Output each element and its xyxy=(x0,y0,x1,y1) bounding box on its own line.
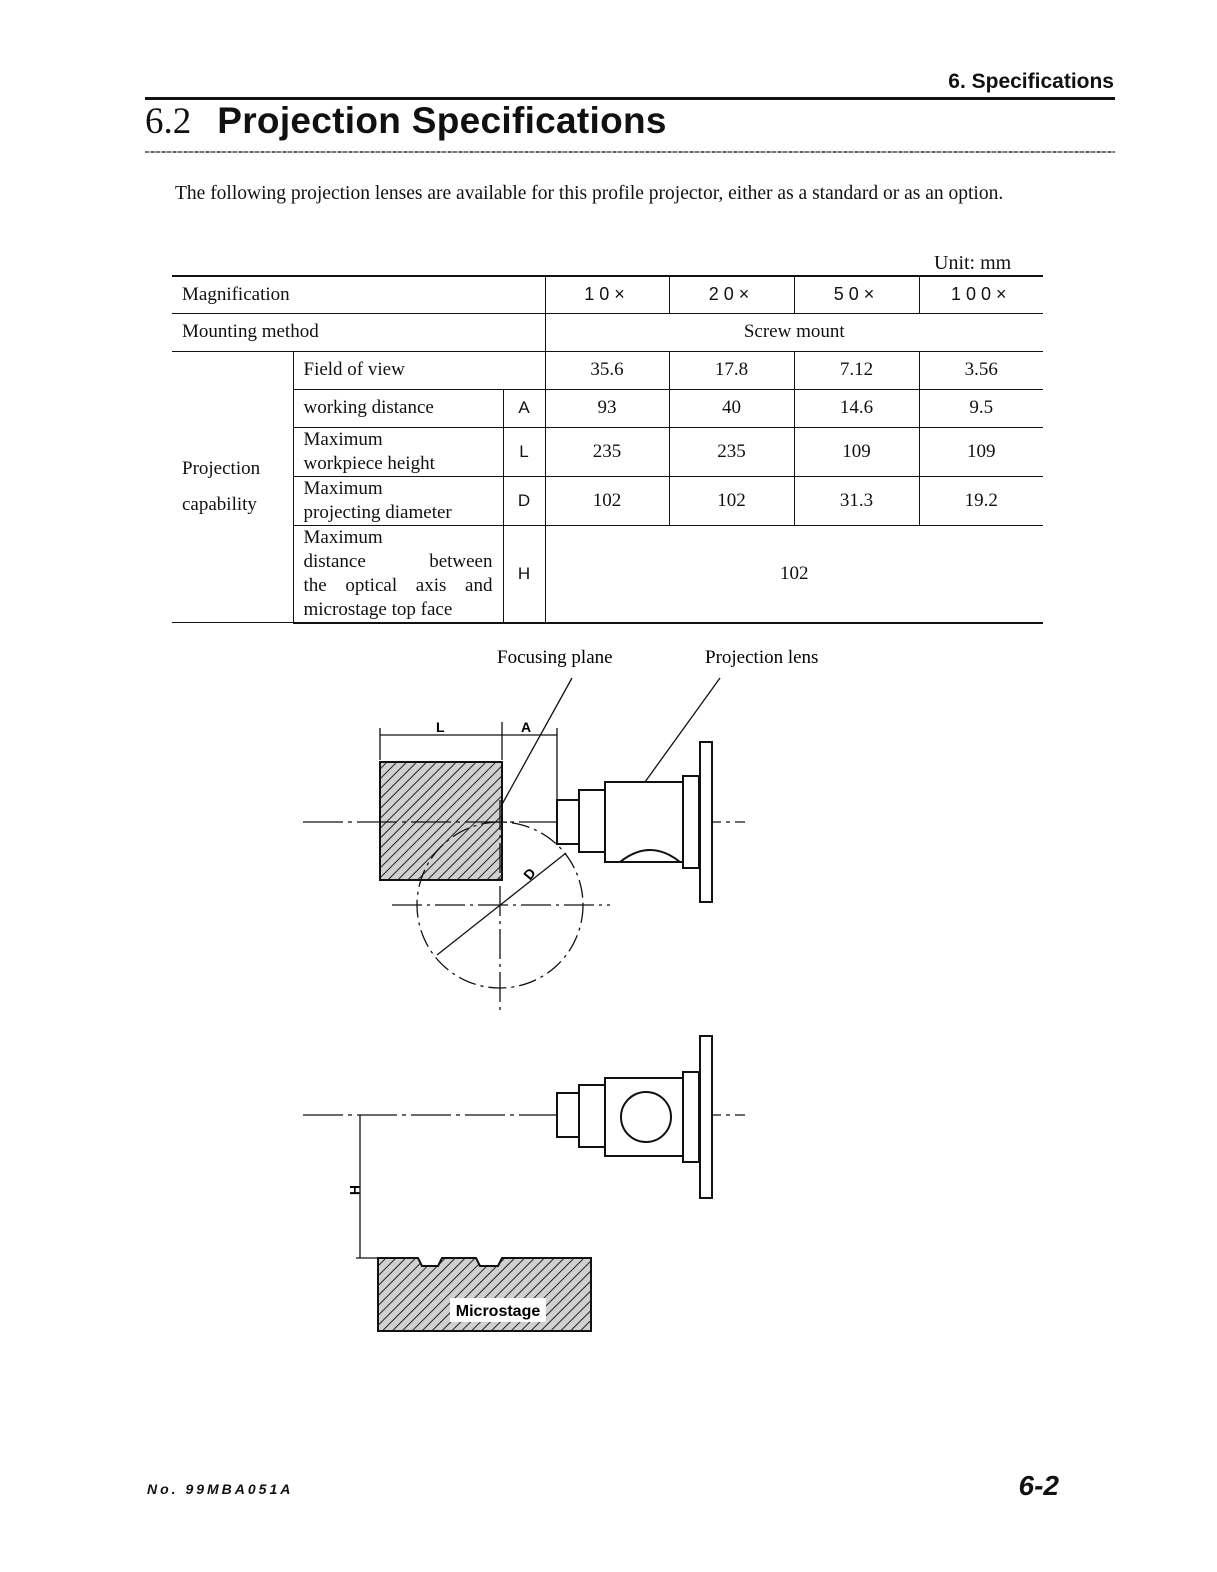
table-cell: 109 xyxy=(919,427,1043,476)
symbol-cell: H xyxy=(503,525,545,623)
projection-lens-label: Projection lens xyxy=(705,647,819,668)
table-cell: 3.56 xyxy=(919,351,1043,389)
page-number: 6-2 xyxy=(1018,1470,1059,1501)
table-cell: 31.3 xyxy=(794,476,919,525)
workpiece xyxy=(380,762,502,880)
symbol-cell: D xyxy=(503,476,545,525)
focusing-plane-label: Focusing plane xyxy=(497,647,613,668)
table-cell: 102 xyxy=(545,476,669,525)
magnification-cell: 100× xyxy=(919,276,1043,313)
stage-distance-line2: distance between xyxy=(303,550,493,572)
table-cell: 19.2 xyxy=(919,476,1043,525)
working-distance-label: working distance xyxy=(293,389,503,427)
projecting-diameter-line2: projecting diameter xyxy=(303,501,452,523)
table-cell: 9.5 xyxy=(919,389,1043,427)
table-cell: 93 xyxy=(545,389,669,427)
lens-side-view xyxy=(557,1036,712,1198)
document-number: No. 99MBA051A xyxy=(147,1481,294,1497)
table-cell: 35.6 xyxy=(545,351,669,389)
table-cell: 109 xyxy=(794,427,919,476)
microstage-label: Microstage xyxy=(455,1303,541,1320)
table-cell: 17.8 xyxy=(669,351,794,389)
table-cell: 235 xyxy=(669,427,794,476)
table-cell: 14.6 xyxy=(794,389,919,427)
chapter-header: 6. Specifications xyxy=(948,70,1114,93)
lens-top-view xyxy=(557,742,712,902)
workpiece-height-line2: workpiece height xyxy=(303,452,435,474)
magnification-label: Magnification xyxy=(172,276,545,313)
stage-distance-line1: Maximum xyxy=(303,526,383,548)
unit-label: Unit: mm xyxy=(934,252,1012,274)
mounting-method-value: Screw mount xyxy=(545,313,1043,351)
focusing-plane-leader xyxy=(500,678,572,808)
projection-capability-line2: capability xyxy=(182,493,257,515)
stage-distance-line3: the optical axis and xyxy=(303,574,493,596)
magnification-cell: 50× xyxy=(794,276,919,313)
section-title-text: Projection Specifications xyxy=(217,100,667,141)
magnification-cell: 20× xyxy=(669,276,794,313)
dim-H-label: H xyxy=(347,1185,363,1196)
field-of-view-label: Field of view xyxy=(293,351,545,389)
dim-L-label: L xyxy=(436,719,445,735)
table-cell: 7.12 xyxy=(794,351,919,389)
magnification-cell: 10× xyxy=(545,276,669,313)
dim-D-label: D xyxy=(520,864,539,883)
workpiece-height-line1: Maximum xyxy=(303,428,383,450)
symbol-cell: A xyxy=(503,389,545,427)
table-cell: 235 xyxy=(545,427,669,476)
mounting-method-label: Mounting method xyxy=(172,313,545,351)
stage-distance-value: 102 xyxy=(545,525,1043,623)
section-number: 6.2 xyxy=(145,101,192,142)
stage-distance-line4: microstage top face xyxy=(303,598,453,620)
intro-paragraph: The following projection lenses are available for this profile projector, either as a standard or as an option. xyxy=(175,183,1004,204)
table-cell: 40 xyxy=(669,389,794,427)
dim-A-label: A xyxy=(521,719,532,735)
table-cell: 102 xyxy=(669,476,794,525)
projection-capability-line1: Projection xyxy=(182,457,261,479)
symbol-cell: L xyxy=(503,427,545,476)
projecting-diameter-line1: Maximum xyxy=(303,477,383,499)
